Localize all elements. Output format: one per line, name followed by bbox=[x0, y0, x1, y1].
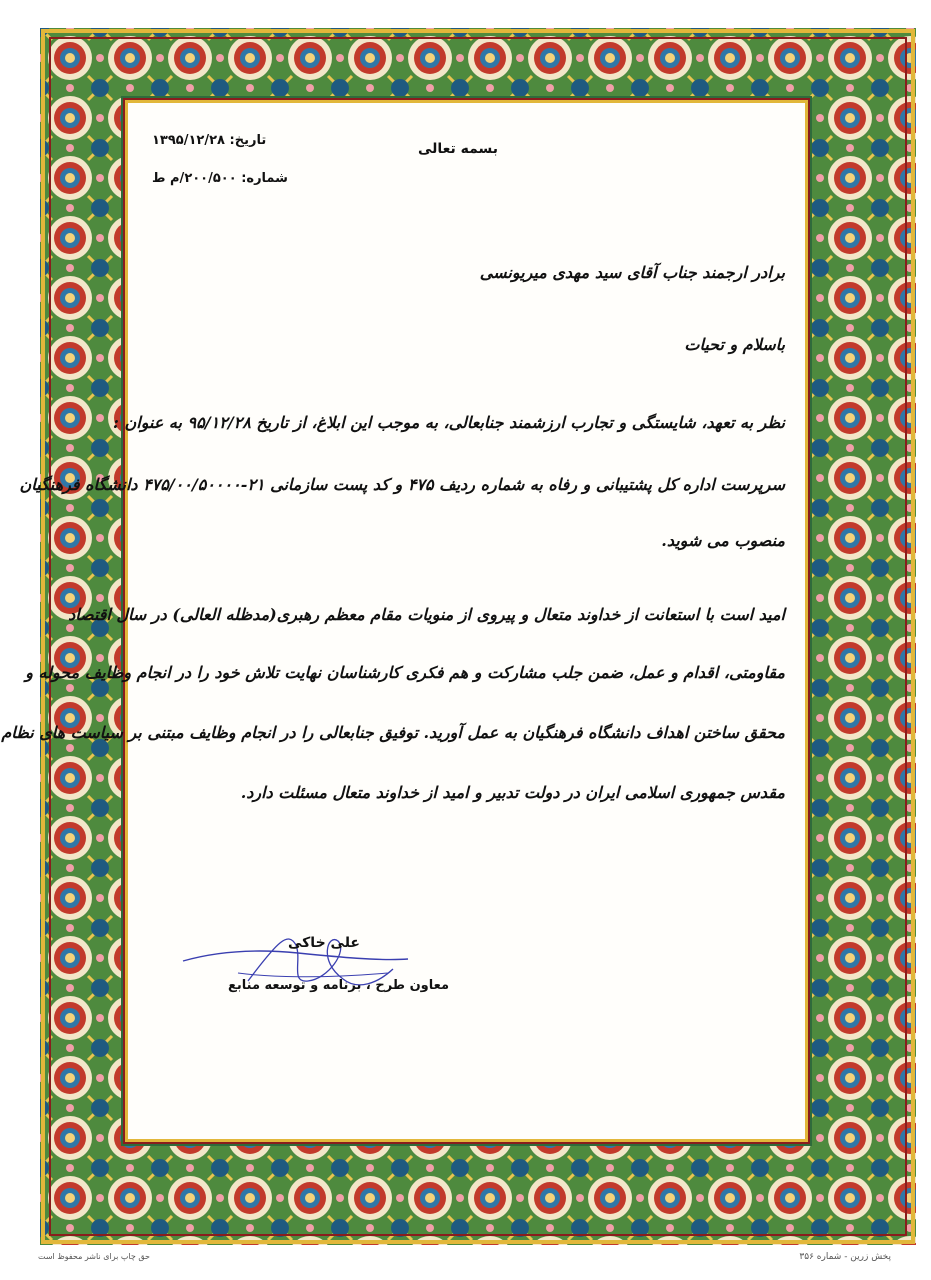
paragraph1-line: سرپرست اداره کل پشتیبانی و رفاه به شماره ردیف ۴۷۵ و کد پست سازمانی ۲۱-۴۷۵/۰۰/۵۰۰۰۰ دانشگاه فرهنگیان bbox=[19, 475, 785, 494]
addressee-line: برادر ارجمند جناب آقای سید مهدی میریونسی bbox=[479, 263, 785, 282]
footer-publisher: پخش زرین - شماره ۳۵۶ bbox=[799, 1252, 891, 1262]
paragraph1-line: نظر به تعهد، شایستگی و تجارب ارزشمند جنابعالی، به موجب این ابلاغ، از تاریخ ۹۵/۱۲/۲۸ به عنوان : bbox=[113, 413, 785, 432]
paragraph2-line: امید است با استعانت از خداوند متعال و پیروی از منویات مقام معظم رهبری(مدظله العالی) در سال اقتصاد bbox=[68, 605, 785, 624]
letter-date: تاریخ: ۱۳۹۵/۱۲/۲۸ bbox=[152, 133, 267, 148]
letter-paper bbox=[1, 100, 808, 1142]
footer-copyright: حق چاپ برای ناشر محفوظ است bbox=[38, 1252, 150, 1261]
paragraph2-line: مقاومتی، اقدام و عمل، ضمن جلب مشارکت و هم فکری کارشناسان نهایت تلاش خود را در انجام وظایف محوله و bbox=[25, 663, 785, 682]
signer-name: علی خاکی bbox=[288, 935, 360, 951]
signer-title: معاون طرح ، برنامه و توسعه منابع bbox=[228, 978, 450, 993]
paragraph2-line: محقق ساختن اهداف دانشگاه فرهنگیان به عمل آورید. توفیق جنابعالی را در انجام وظایف مبتنی بر سیاست های نظام bbox=[1, 723, 785, 742]
bismillah-heading: بسمه تعالی bbox=[417, 141, 499, 157]
greeting-line: باسلام و تحیات bbox=[684, 335, 785, 354]
letter-content bbox=[1, 103, 805, 1139]
paragraph1-line: منصوب می شوید. bbox=[661, 531, 785, 550]
letter-number: شماره: ۲۰۰/۵۰۰/م ط bbox=[152, 171, 288, 186]
paragraph2-line: مقدس جمهوری اسلامی ایران در دولت تدبیر و امید از خداوند متعال مسئلت دارد. bbox=[240, 783, 785, 802]
